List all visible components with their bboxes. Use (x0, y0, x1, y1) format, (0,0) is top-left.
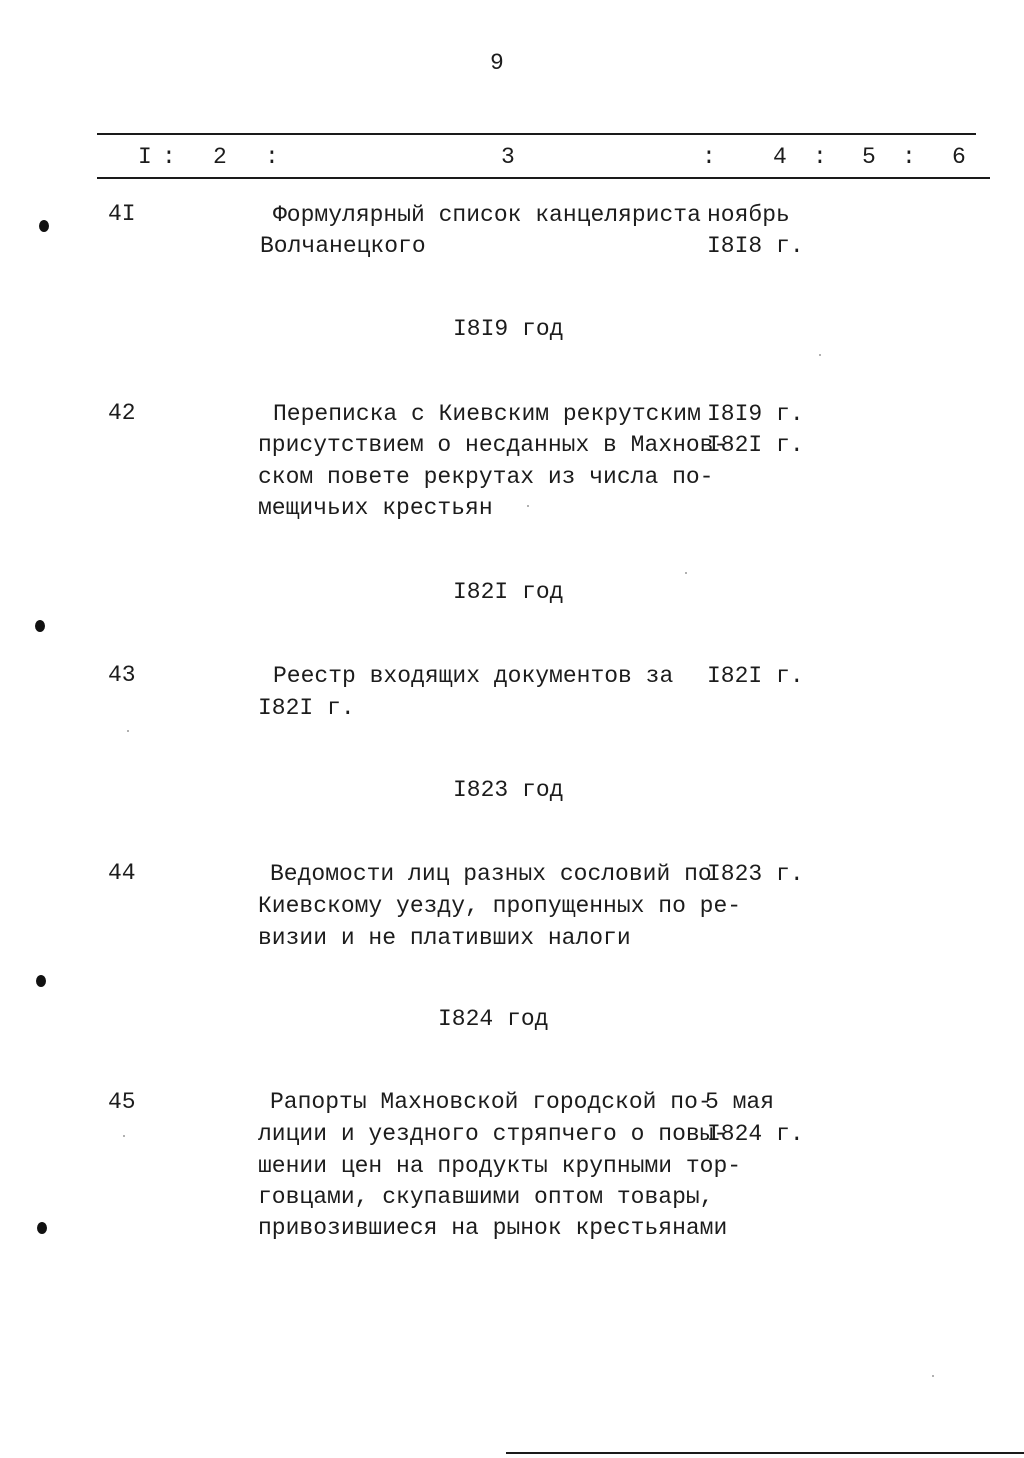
entry-title-line: мещичьих крестьян (258, 495, 493, 521)
col-1-label: I (138, 144, 152, 170)
scan-speck (932, 1375, 934, 1377)
binding-hole (36, 975, 46, 987)
entry-title-line: Реестр входящих документов за (273, 663, 674, 689)
entry-date-line: I824 г. (707, 1121, 804, 1147)
col-sep: : (162, 144, 176, 170)
col-sep: : (813, 144, 827, 170)
entry-number: 45 (108, 1089, 136, 1115)
entry-title-line: говцами, скупавшими оптом товары, (258, 1184, 714, 1210)
year-heading: I82I год (453, 579, 564, 605)
entry-date-line: ноябрь (707, 202, 790, 228)
entry-title-line: Формулярный список канцеляриста (273, 202, 701, 228)
year-heading: I823 год (453, 777, 564, 803)
entry-title-line: Волчанецкого (260, 233, 426, 259)
scan-speck (527, 505, 529, 507)
header-bottom-rule (97, 177, 990, 179)
entry-title-line: привозившиеся на рынок крестьянами (258, 1215, 728, 1241)
entry-title-line: визии и не плативших налоги (258, 925, 631, 951)
scan-speck (123, 1135, 125, 1137)
col-2-label: 2 (213, 144, 227, 170)
entry-date-line: I8I8 г. (707, 233, 804, 259)
entry-title-line: I82I г. (258, 695, 355, 721)
col-3-label: 3 (501, 144, 515, 170)
binding-hole (35, 620, 45, 632)
entry-title-line: лиции и уездного стряпчего о повы- (258, 1121, 728, 1147)
entry-title-line: шении цен на продукты крупными тор- (258, 1153, 742, 1179)
entry-number: 44 (108, 860, 136, 886)
scan-speck (685, 572, 687, 574)
col-5-label: 5 (862, 144, 876, 170)
entry-title-line: присутствием о несданных в Махнов- (258, 432, 728, 458)
scan-speck (819, 354, 821, 356)
entry-date-line: I8I9 г. (707, 401, 804, 427)
page-number: 9 (490, 50, 504, 76)
entry-title-line: Ведомости лиц разных сословий по (270, 861, 712, 887)
binding-hole (37, 1222, 47, 1234)
year-heading: I8I9 год (453, 316, 564, 342)
col-sep: : (902, 144, 916, 170)
binding-hole (39, 220, 49, 232)
entry-date-line: I82I г. (707, 663, 804, 689)
scan-speck (127, 730, 129, 732)
header-top-rule (97, 133, 976, 135)
entry-number: 4I (108, 201, 136, 227)
entry-title-line: Киевскому уезду, пропущенных по ре- (258, 893, 742, 919)
entry-date-line: 5 мая (705, 1089, 775, 1115)
entry-number: 43 (108, 662, 136, 688)
entry-title-line: ском повете рекрутах из числа по- (258, 464, 714, 490)
entry-date-line: I823 г. (707, 861, 804, 887)
entry-title-line: Переписка с Киевским рекрутским (273, 401, 701, 427)
entry-date-line: I82I г. (707, 432, 804, 458)
entry-title-line: Рапорты Махновской городской по- (270, 1089, 712, 1115)
col-4-label: 4 (773, 144, 787, 170)
bottom-edge-rule (506, 1452, 1024, 1454)
col-sep: : (702, 144, 716, 170)
col-sep: : (265, 144, 279, 170)
year-heading: I824 год (438, 1006, 549, 1032)
entry-number: 42 (108, 400, 136, 426)
col-6-label: 6 (952, 144, 966, 170)
